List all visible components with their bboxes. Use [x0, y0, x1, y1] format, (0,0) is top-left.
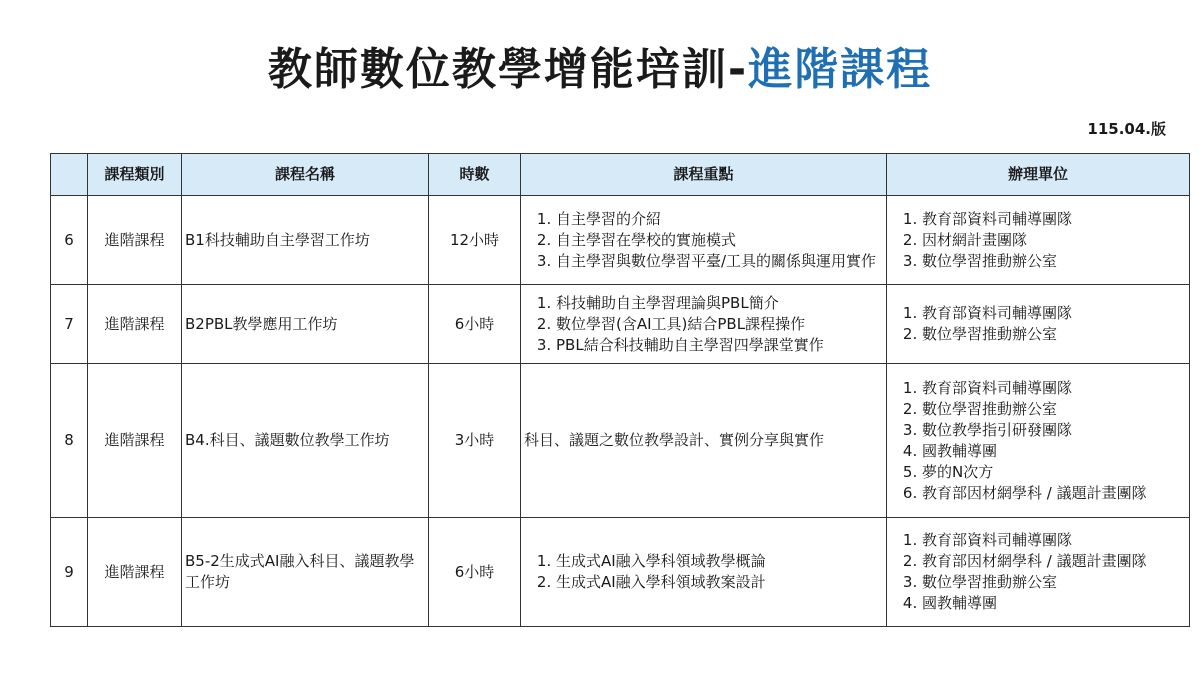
row-category: 進階課程	[88, 364, 182, 518]
header-organizer: 辦理單位	[887, 154, 1190, 196]
focus-item: 2. 數位學習(含AI工具)結合PBL課程操作	[556, 314, 883, 335]
organizer-item: 3. 數位教學指引研發團隊	[922, 420, 1186, 441]
row-category: 進階課程	[88, 196, 182, 285]
row-organizers	[887, 196, 1190, 285]
table-row	[51, 196, 1190, 285]
organizer-list	[890, 209, 1186, 272]
row-hours: 6小時	[429, 285, 521, 364]
organizer-item: 1. 教育部資料司輔導團隊	[922, 378, 1186, 399]
table-row	[51, 364, 1190, 518]
header-category: 課程類別	[88, 154, 182, 196]
organizer-item: 4. 國教輔導團	[922, 593, 1186, 614]
table-header-row	[51, 154, 1190, 196]
row-focus	[521, 518, 887, 627]
organizer-item: 1. 教育部資料司輔導團隊	[922, 209, 1186, 230]
row-number: 9	[51, 518, 88, 627]
row-hours: 12小時	[429, 196, 521, 285]
focus-item: 1. 科技輔助自主學習理論與PBL簡介	[556, 293, 883, 314]
page-title-main: 教師數位教學增能培訓-	[267, 44, 749, 95]
table-row	[51, 518, 1190, 627]
organizer-item: 1. 教育部資料司輔導團隊	[922, 303, 1186, 324]
focus-item: 1. 自主學習的介紹	[556, 209, 883, 230]
row-organizers	[887, 285, 1190, 364]
row-organizers	[887, 518, 1190, 627]
organizer-item: 2. 教育部因材網學科 / 議題計畫團隊	[922, 551, 1186, 572]
row-course-name: B2PBL教學應用工作坊	[182, 285, 429, 364]
organizer-list	[890, 530, 1186, 614]
row-course-name: B4.科目、議題數位教學工作坊	[182, 364, 429, 518]
course-table	[50, 153, 1190, 627]
table-row	[51, 285, 1190, 364]
header-num	[51, 154, 88, 196]
page-title	[0, 40, 1200, 100]
focus-item: 1. 生成式AI融入學科領域教學概論	[556, 551, 883, 572]
organizer-list	[890, 303, 1186, 345]
row-focus	[521, 285, 887, 364]
header-hours: 時數	[429, 154, 521, 196]
row-category: 進階課程	[88, 285, 182, 364]
row-focus: 科目、議題之數位教學設計、實例分享與實作	[521, 364, 887, 518]
organizer-item: 2. 數位學習推動辦公室	[922, 324, 1186, 345]
header-course-name: 課程名稱	[182, 154, 429, 196]
header-focus: 課程重點	[521, 154, 887, 196]
row-course-name: B1科技輔助自主學習工作坊	[182, 196, 429, 285]
row-hours: 6小時	[429, 518, 521, 627]
row-number: 8	[51, 364, 88, 518]
version-label: 115.04.版	[1087, 120, 1166, 138]
organizer-item: 6. 教育部因材網學科 / 議題計畫團隊	[922, 483, 1186, 504]
row-category: 進階課程	[88, 518, 182, 627]
row-focus	[521, 196, 887, 285]
page-title-accent: 進階課程	[748, 44, 933, 95]
row-hours: 3小時	[429, 364, 521, 518]
organizer-item: 2. 因材網計畫團隊	[922, 230, 1186, 251]
organizer-item: 1. 教育部資料司輔導團隊	[922, 530, 1186, 551]
row-course-name: B5-2生成式AI融入科目、議題教學工作坊	[182, 518, 429, 627]
organizer-list	[890, 378, 1186, 504]
row-organizers	[887, 364, 1190, 518]
focus-item: 2. 自主學習在學校的實施模式	[556, 230, 883, 251]
focus-item: 3. 自主學習與數位學習平臺/工具的關係與運用實作	[556, 251, 883, 272]
organizer-item: 2. 數位學習推動辦公室	[922, 399, 1186, 420]
row-number: 7	[51, 285, 88, 364]
focus-item: 2. 生成式AI融入學科領域教案設計	[556, 572, 883, 593]
focus-list	[524, 209, 883, 272]
organizer-item: 3. 數位學習推動辦公室	[922, 572, 1186, 593]
organizer-item: 4. 國教輔導團	[922, 441, 1186, 462]
organizer-item: 5. 夢的N次方	[922, 462, 1186, 483]
focus-item: 3. PBL結合科技輔助自主學習四學課堂實作	[556, 335, 883, 356]
focus-list	[524, 551, 883, 593]
organizer-item: 3. 數位學習推動辦公室	[922, 251, 1186, 272]
focus-list	[524, 293, 883, 356]
row-number: 6	[51, 196, 88, 285]
